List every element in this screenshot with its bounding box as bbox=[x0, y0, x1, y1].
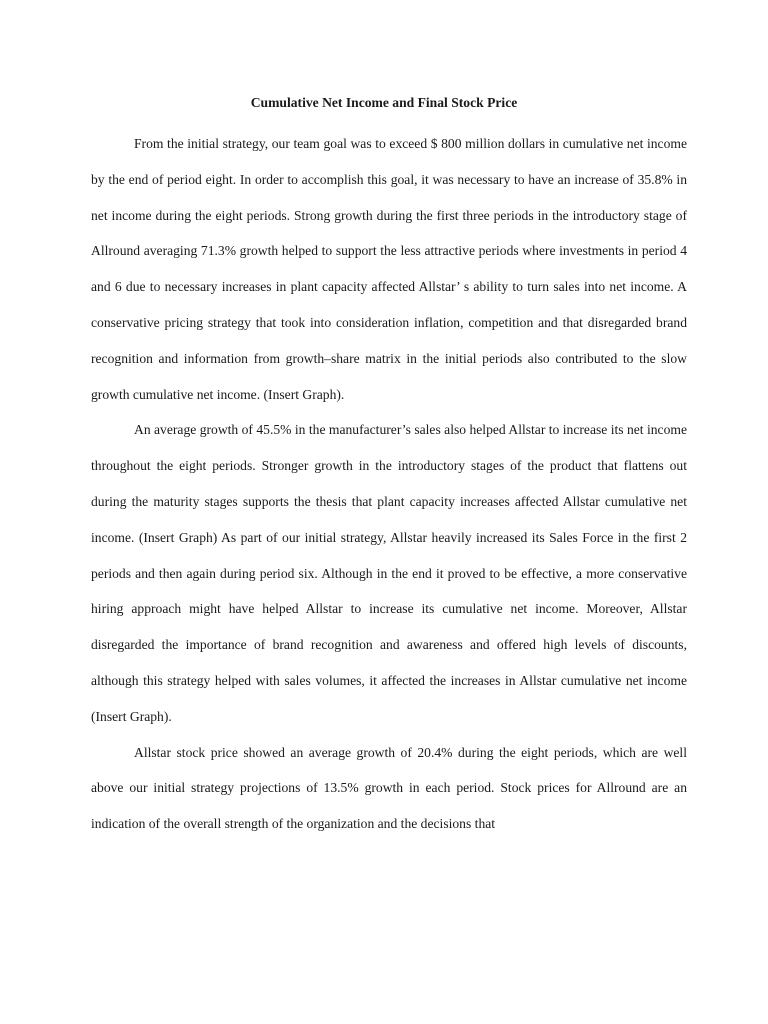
document-title: Cumulative Net Income and Final Stock Price bbox=[250, 95, 518, 110]
document-body bbox=[91, 126, 687, 842]
paragraph-stock-price: Allstar stock price showed an average growth of 20.4% during the eight periods, which are well above our initial strategy projections of 13.5% growth in each period. Stock prices for Allround are an indication of the overall strength of the organization and the decisions that bbox=[91, 744, 687, 832]
paragraph-cumulative-net-income: From the initial strategy, our team goal was to exceed $ 800 million dollars in cumulative net income by the end of period eight. In order to accomplish this goal, it was necessary to have an increase of 35.8% in net income during the eight periods. Strong growth during the first three periods in the introductory stage of Allround averaging 71.3% growth helped to support the less attractive periods where investments in period 4 and 6 due to necessary increases in plant capacity affected Allstar’ s ability to turn sales into net income. A conservative pricing strategy that took into consideration inflation, competition and that disregarded brand recognition and information from growth–share matrix in the initial periods also contributed to the slow growth cumulative net income. (Insert Graph). bbox=[91, 136, 687, 402]
paragraph-manufacturer-sales: An average growth of 45.5% in the manufacturer’s sales also helped Allstar to increase its net income throughout the eight periods. Stronger growth in the introductory stages of the product that flattens out during the maturity stages supports the thesis that plant capacity increases affected Allstar cumulative net income. (Insert Graph) As part of our initial strategy, Allstar heavily increased its Sales Force in the first 2 periods and then again during period six. Although in the end it proved to be effective, a more conservative hiring approach might have helped Allstar to increase its cumulative net income. Moreover, Allstar disregarded the importance of brand recognition and awareness and offered high levels of discounts, although this strategy helped with sales volumes, it affected the increases in Allstar cumulative net income (Insert Graph). bbox=[91, 422, 687, 724]
